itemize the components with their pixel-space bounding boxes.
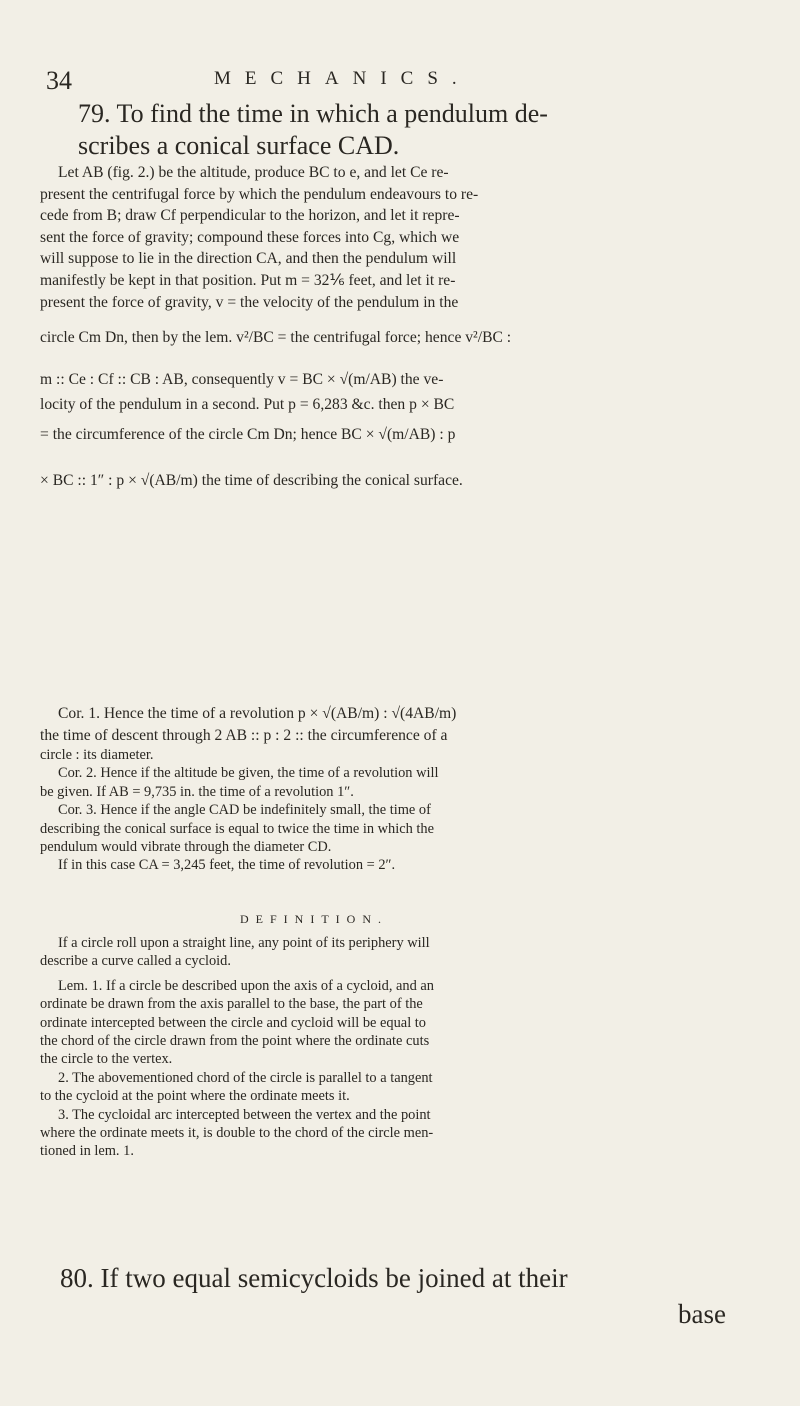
lemma-line: the chord of the circle drawn from the point where the ordinate cuts — [40, 1033, 430, 1050]
lemma-line: Lem. 1. If a circle be described upon the axis of a cycloid, and an — [58, 977, 435, 994]
text-line: Let AB (fig. 2.) be the altitude, produce BC to e, and let Ce re- — [58, 164, 449, 181]
text-line: locity of the pendulum in a second. Put p = 6,283 &c. then p × BC — [40, 396, 455, 414]
lemma-line: to the cycloid at the point where the ordinate meets it. — [40, 1088, 350, 1105]
corollary-line: circle : its diameter. — [40, 747, 154, 763]
lemma-line: 3. The cycloidal arc intercepted between the vertex and the point — [58, 1106, 431, 1123]
lemma-line: 2. The abovementioned chord of the circle is parallel to a tangent — [58, 1069, 433, 1086]
corollary-line: the time of descent through 2 AB :: p : 2 :: the circumference of a — [40, 727, 448, 744]
corollary-line: Cor. 2. Hence if the altitude be given, the time of a revolution will — [58, 765, 439, 782]
definition-body — [40, 934, 748, 1161]
text-line: manifestly be kept in that position. Put m = 32⅙ feet, and let it re- — [40, 271, 456, 289]
lemma-line: the circle to the vertex. — [40, 1051, 173, 1068]
text-line: will suppose to lie in the direction CA, and then the pendulum will — [40, 250, 457, 268]
running-title: MECHANICS. — [214, 68, 471, 89]
corollaries — [40, 702, 748, 875]
text-line: = the circumference of the circle Cm Dn; hence BC × √(m/AB) : p — [40, 425, 456, 443]
corollary-line: If in this case CA = 3,245 feet, the time of revolution = 2″. — [58, 857, 396, 874]
text-line: × BC :: 1″ : p × √(AB/m) the time of describing the conical surface. — [40, 471, 463, 489]
definition-title: DEFINITION. — [240, 912, 388, 926]
heading-continuation: base — [678, 1299, 726, 1329]
heading-line: scribes a conical surface CAD. — [78, 131, 400, 160]
lemma-line: ordinate be drawn from the axis parallel to the base, the part of the — [40, 996, 423, 1013]
corollary-line: describing the conical surface is equal to twice the time in which the — [40, 820, 435, 837]
definition-line: describe a curve called a cycloid. — [40, 953, 231, 970]
corollary-line: pendulum would vibrate through the diameter CD. — [40, 839, 332, 856]
text-line: m :: Ce : Cf :: CB : AB, consequently v = BC × √(m/AB) the ve- — [40, 370, 444, 388]
text-line: present the force of gravity, v = the velocity of the pendulum in the — [40, 293, 459, 311]
text-line: cede from B; draw Cf perpendicular to the horizon, and let it repre- — [40, 207, 460, 225]
corollary-line: Cor. 3. Hence if the angle CAD be indefinitely small, the time of — [58, 802, 431, 819]
lemma-line: tioned in lem. 1. — [40, 1143, 134, 1160]
section-79-heading — [78, 98, 758, 162]
corollary-line: be given. If AB = 9,735 in. the time of a revolution 1″. — [40, 783, 354, 800]
lemma-line: ordinate intercepted between the circle and cycloid will be equal to — [40, 1014, 426, 1031]
lemma-line: where the ordinate meets it, is double to the chord of the circle men- — [40, 1125, 434, 1142]
page-number: 34 — [46, 66, 72, 95]
heading-line: 79. To find the time in which a pendulum de- — [78, 99, 548, 128]
heading-line: 80. If two equal semicycloids be joined at their — [60, 1263, 568, 1293]
text-line: circle Cm Dn, then by the lem. v²/BC = the centrifugal force; hence v²/BC : — [40, 329, 512, 347]
section-79-body — [40, 162, 748, 491]
text-line: present the centrifugal force by which the pendulum endeavours to re- — [40, 185, 479, 203]
definition-line: If a circle roll upon a straight line, any point of its periphery will — [58, 935, 430, 951]
corollary-line: Cor. 1. Hence the time of a revolution p × √(AB/m) : √(4AB/m) — [58, 705, 457, 722]
section-80-heading — [60, 1260, 740, 1329]
text-line: sent the force of gravity; compound these forces into Cg, which we — [40, 228, 460, 246]
